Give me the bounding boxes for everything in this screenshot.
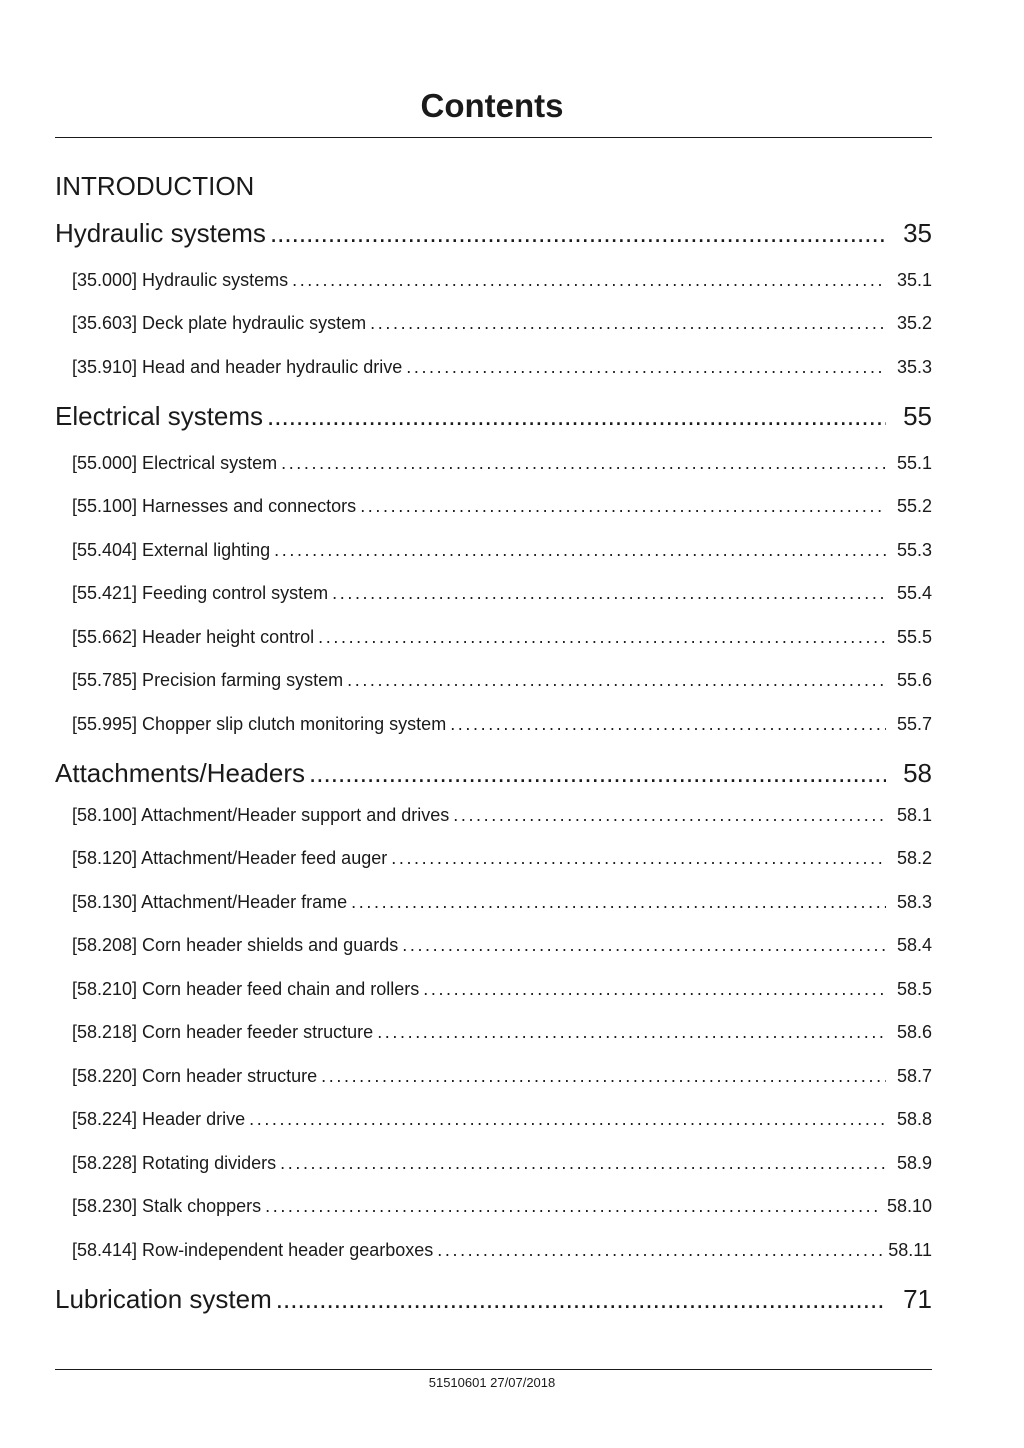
section-label: [58.228] Rotating dividers	[72, 1153, 277, 1173]
dot-leader	[437, 1237, 882, 1263]
toc-section[interactable]	[72, 537, 932, 563]
toc-section[interactable]	[72, 711, 932, 737]
chapter-title: Hydraulic systems	[55, 218, 266, 248]
section-label: [55.000] Electrical system	[72, 453, 278, 473]
intro-heading: INTRODUCTION	[55, 171, 255, 201]
footer-doc-id: 51510601 27/07/2018	[428, 1375, 556, 1390]
section-page: 58.7	[896, 1066, 932, 1086]
toc-section[interactable]	[72, 267, 932, 293]
section-label: [58.100] Attachment/Header support and drives	[72, 805, 450, 825]
section-page: 58.1	[896, 805, 932, 825]
toc-section[interactable]	[72, 845, 932, 871]
section-page: 58.3	[896, 892, 932, 912]
chapter-page: 71	[903, 1284, 932, 1314]
section-page: 55.6	[896, 670, 932, 690]
section-label: [35.603] Deck plate hydraulic system	[72, 313, 367, 333]
dot-leader	[274, 537, 886, 563]
section-page: 55.7	[896, 714, 932, 734]
toc-section[interactable]	[72, 1237, 932, 1263]
dot-leader	[377, 1019, 886, 1045]
footer-divider	[55, 1369, 932, 1370]
dot-leader	[347, 667, 886, 693]
section-label: [58.218] Corn header feeder structure	[72, 1022, 374, 1042]
dot-leader	[406, 354, 886, 380]
dot-leader	[370, 310, 886, 336]
section-page: 58.2	[896, 848, 932, 868]
section-label: [58.120] Attachment/Header feed auger	[72, 848, 388, 868]
chapter-title: Attachments/Headers	[55, 758, 306, 788]
section-label: [58.230] Stalk choppers	[72, 1196, 262, 1216]
section-label: [35.910] Head and header hydraulic drive	[72, 357, 403, 377]
section-label: [58.220] Corn header structure	[72, 1066, 318, 1086]
toc-section[interactable]	[72, 802, 932, 828]
toc-section[interactable]	[72, 889, 932, 915]
toc-chapter-lubrication-system[interactable]	[55, 1282, 932, 1316]
toc-section[interactable]	[72, 1106, 932, 1132]
section-page: 55.2	[896, 496, 932, 516]
section-label: [58.224] Header drive	[72, 1109, 246, 1129]
dot-leader	[402, 932, 886, 958]
toc-section[interactable]	[72, 667, 932, 693]
section-page: 35.1	[896, 270, 932, 290]
toc-section[interactable]	[72, 1019, 932, 1045]
toc-section[interactable]	[72, 310, 932, 336]
toc-chapter-attachments-headers[interactable]	[55, 756, 932, 790]
section-page: 55.5	[896, 627, 932, 647]
section-page: 58.8	[896, 1109, 932, 1129]
section-label: [58.208] Corn header shields and guards	[72, 935, 399, 955]
dot-leader	[267, 399, 886, 433]
dot-leader	[360, 493, 886, 519]
toc-section[interactable]	[72, 580, 932, 606]
toc-section[interactable]	[72, 1150, 932, 1176]
section-label: [55.421] Feeding control system	[72, 583, 329, 603]
toc-section[interactable]	[72, 354, 932, 380]
chapter-page: 55	[903, 401, 932, 431]
chapter-title: Lubrication system	[55, 1284, 272, 1314]
section-label: [35.000] Hydraulic systems	[72, 270, 289, 290]
section-page: 58.4	[896, 935, 932, 955]
dot-leader	[450, 711, 886, 737]
header-divider	[55, 137, 932, 138]
dot-leader	[332, 580, 886, 606]
dot-leader	[423, 976, 886, 1002]
section-page: 58.11	[888, 1240, 932, 1260]
dot-leader	[265, 1193, 881, 1219]
chapter-page: 58	[903, 758, 932, 788]
page-title: Contents	[420, 87, 564, 124]
dot-leader	[276, 1282, 886, 1316]
dot-leader	[351, 889, 886, 915]
dot-leader	[270, 216, 886, 250]
section-label: [55.100] Harnesses and connectors	[72, 496, 357, 516]
dot-leader	[391, 845, 886, 871]
chapter-page: 35	[903, 218, 932, 248]
section-label: [55.662] Header height control	[72, 627, 315, 647]
dot-leader	[249, 1106, 886, 1132]
section-label: [55.995] Chopper slip clutch monitoring system	[72, 714, 447, 734]
dot-leader	[453, 802, 886, 828]
toc-section[interactable]	[72, 1193, 932, 1219]
toc-chapter-electrical-systems[interactable]	[55, 399, 932, 433]
toc-section[interactable]	[72, 450, 932, 476]
section-page: 55.3	[896, 540, 932, 560]
dot-leader	[292, 267, 886, 293]
section-label: [58.210] Corn header feed chain and rollers	[72, 979, 420, 999]
section-page: 35.3	[896, 357, 932, 377]
section-page: 58.6	[896, 1022, 932, 1042]
section-page: 55.4	[896, 583, 932, 603]
section-page: 58.10	[886, 1196, 932, 1216]
section-page: 58.9	[896, 1153, 932, 1173]
section-label: [55.404] External lighting	[72, 540, 271, 560]
dot-leader	[280, 1150, 886, 1176]
dot-leader	[318, 624, 886, 650]
section-page: 58.5	[896, 979, 932, 999]
dot-leader	[309, 756, 886, 790]
toc-section[interactable]	[72, 624, 932, 650]
toc-chapter-hydraulic-systems[interactable]	[55, 216, 932, 250]
toc-section[interactable]	[72, 1063, 932, 1089]
section-label: [58.414] Row-independent header gearboxes	[72, 1240, 434, 1260]
section-page: 35.2	[896, 313, 932, 333]
chapter-title: Electrical systems	[55, 401, 264, 431]
section-label: [55.785] Precision farming system	[72, 670, 344, 690]
toc-section[interactable]	[72, 932, 932, 958]
section-page: 55.1	[896, 453, 932, 473]
dot-leader	[321, 1063, 886, 1089]
toc-section[interactable]	[72, 493, 932, 519]
toc-section[interactable]	[72, 976, 932, 1002]
section-label: [58.130] Attachment/Header frame	[72, 892, 348, 912]
dot-leader	[281, 450, 886, 476]
